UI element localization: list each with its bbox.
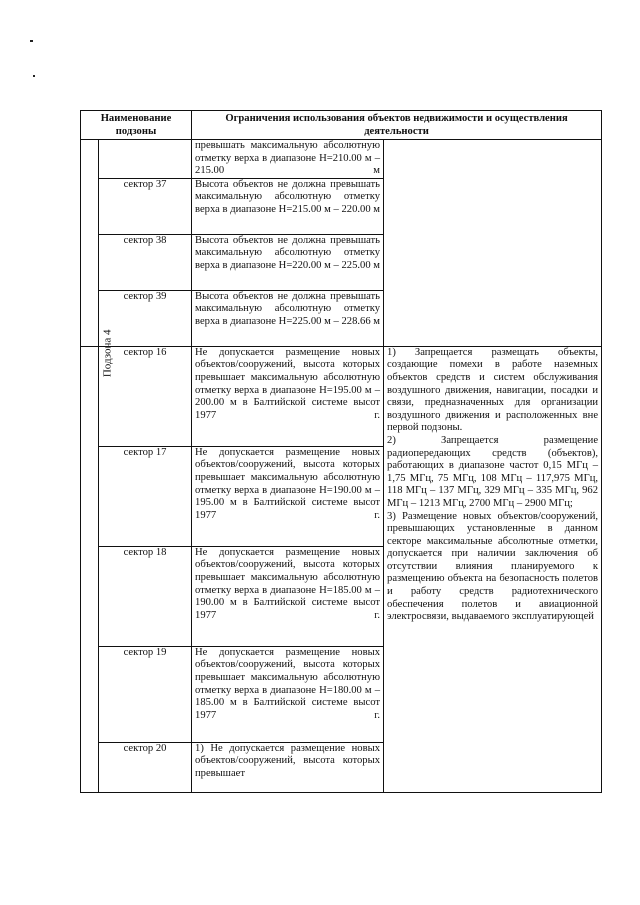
subzone-label-cell	[81, 329, 114, 792]
sector-label: сектор 39	[99, 290, 192, 346]
general-restriction-2: 2) Запрещается размещение радиопередающих средств (объектов), работающих в диапазоне частот 0,15 МГц – 1,75 МГц, 75 МГц, 108 МГц – 117,975 МГц, 118 МГц – 137 МГц, 329 МГц – 335 МГц, 962 МГц – 1213 МГц, 2700 МГц – 2900 МГц;	[387, 434, 599, 509]
sector-label: сектор 18	[99, 546, 192, 646]
restrictions-table	[80, 110, 602, 793]
sector-restriction: Высота объектов не должна превышать максимальную абсолютную отметку верха в диапазоне Н=225.00 м – 228.66 м	[192, 290, 384, 346]
prev-zone-cell	[81, 140, 99, 347]
sector-restriction: Высота объектов не должна превышать максимальную абсолютную отметку верха в диапазоне Н=215.00 м – 220.00 м	[192, 178, 384, 234]
prev-general-cell	[384, 140, 602, 347]
sector-label: сектор 37	[99, 178, 192, 234]
header-restrictions: Ограничения использования объектов недвижимости и осуществления деятельности	[192, 111, 602, 140]
sector-label	[99, 140, 192, 179]
sector-restriction: Не допускается размещение новых объектов/сооружений, высота которых превышает максимальную абсолютную отметку верха в диапазоне Н=185.00 м – 190.00 м в Балтийской системе высот 1977 г.	[192, 546, 384, 646]
sector-label: сектор 38	[99, 234, 192, 290]
header-subzone-name: Наименование подзоны	[81, 111, 192, 140]
sector-label: сектор 17	[99, 446, 192, 546]
general-restrictions-cell	[384, 346, 602, 792]
scan-speck-1	[30, 40, 33, 42]
sector-restriction: Высота объектов не должна превышать максимальную абсолютную отметку верха в диапазоне Н=220.00 м – 225.00 м	[192, 234, 384, 290]
sector-label: сектор 16	[99, 346, 192, 446]
sector-restriction: Не допускается размещение новых объектов/сооружений, высота которых превышает максимальную абсолютную отметку верха в диапазоне Н=190.00 м – 195.00 м в Балтийской системе высот 1977 г.	[192, 446, 384, 546]
table-row	[81, 140, 602, 179]
sector-restriction: Не допускается размещение новых объектов/сооружений, высота которых превышает максимальную абсолютную отметку верха в диапазоне Н=195.00 м – 200.00 м в Балтийской системе высот 1977 г.	[192, 346, 384, 446]
sector-restriction: Не допускается размещение новых объектов/сооружений, высота которых превышает максимальную абсолютную отметку верха в диапазоне Н=180.00 м – 185.00 м в Балтийской системе высот 1977 г.	[192, 646, 384, 742]
subzone-label: Подзона 4	[101, 329, 114, 377]
sector-restriction: 1) Не допускается размещение новых объектов/сооружений, высота которых превышает	[192, 742, 384, 792]
general-restriction-3: 3) Размещение новых объектов/сооружений, превышающих установленные в данном секторе максимальные абсолютные отметки, допускается при наличии заключения об отсутствии влияния планируемого к размещению объекта на безопасность полетов и работу средств радиотехнического обеспечения полетов и авиационной электросвязи, выдаваемого эксплуатирующей	[387, 510, 599, 623]
general-restriction-1: 1) Запрещается размещать объекты, создающие помехи в работе наземных объектов средств и систем обслуживания воздушного движения, навигации, посадки и связи, предназначенных для организации воздушного движения и расположенных вне первой подзоны.	[387, 346, 599, 434]
table-row	[81, 346, 602, 446]
sector-label: сектор 19	[99, 646, 192, 742]
sector-label: сектор 20	[99, 742, 192, 792]
sector-restriction: превышать максимальную абсолютную отметку верха в диапазоне Н=210.00 м – 215.00 м	[192, 140, 384, 179]
header-row	[81, 111, 602, 140]
scan-speck-2	[33, 75, 35, 77]
